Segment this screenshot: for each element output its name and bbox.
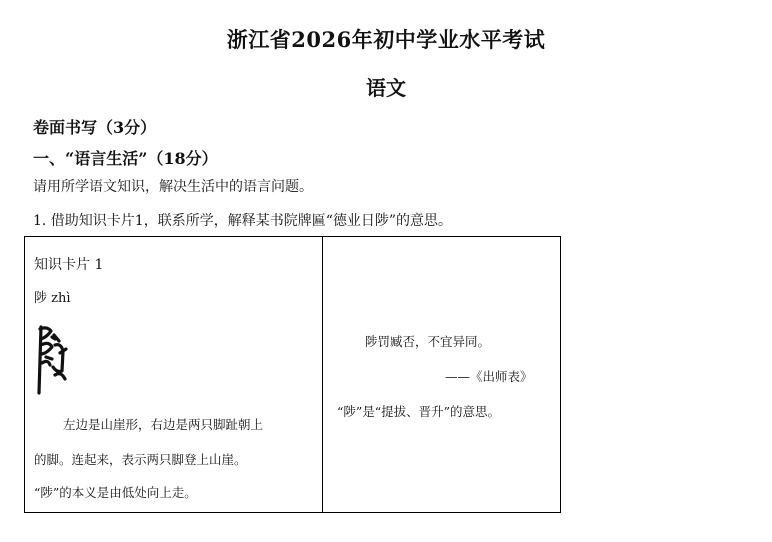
classical-quote: 陟罚臧否，不宜异同。 (365, 334, 491, 349)
question-1: 1. 借助知识卡片1，联系所学，解释某书院牌匾“德业日陟”的意思。 (33, 213, 453, 229)
explanation-line-1: 左边是山崖形，右边是两只脚趾朝上 (63, 417, 264, 432)
page-title: 浙江省2026年初中学业水平考试 (226, 27, 546, 52)
section-one-heading: 一、“语言生活”（18分） (33, 149, 218, 168)
section-instruction: 请用所学语文知识，解决生活中的语言问题。 (33, 179, 313, 195)
explanation-line-3: “陟”的本义是由低处向上走。 (34, 485, 197, 500)
subject-title: 语文 (366, 76, 406, 100)
ancient-script-zhi-icon (35, 323, 69, 395)
card-title: 知识卡片 1 (34, 257, 104, 273)
card-divider (322, 237, 323, 512)
character-pinyin: 陟 zhì (34, 291, 71, 306)
knowledge-card-table (24, 236, 561, 513)
explanation-line-2: 的脚。连起来，表示两只脚登上山崖。 (34, 452, 247, 467)
quote-meaning-note: “陟”是“提拔、晋升”的意思。 (337, 404, 501, 419)
section-handwriting-heading: 卷面书写（3分） (33, 118, 157, 137)
quote-source: ——《出师表》 (445, 369, 533, 384)
